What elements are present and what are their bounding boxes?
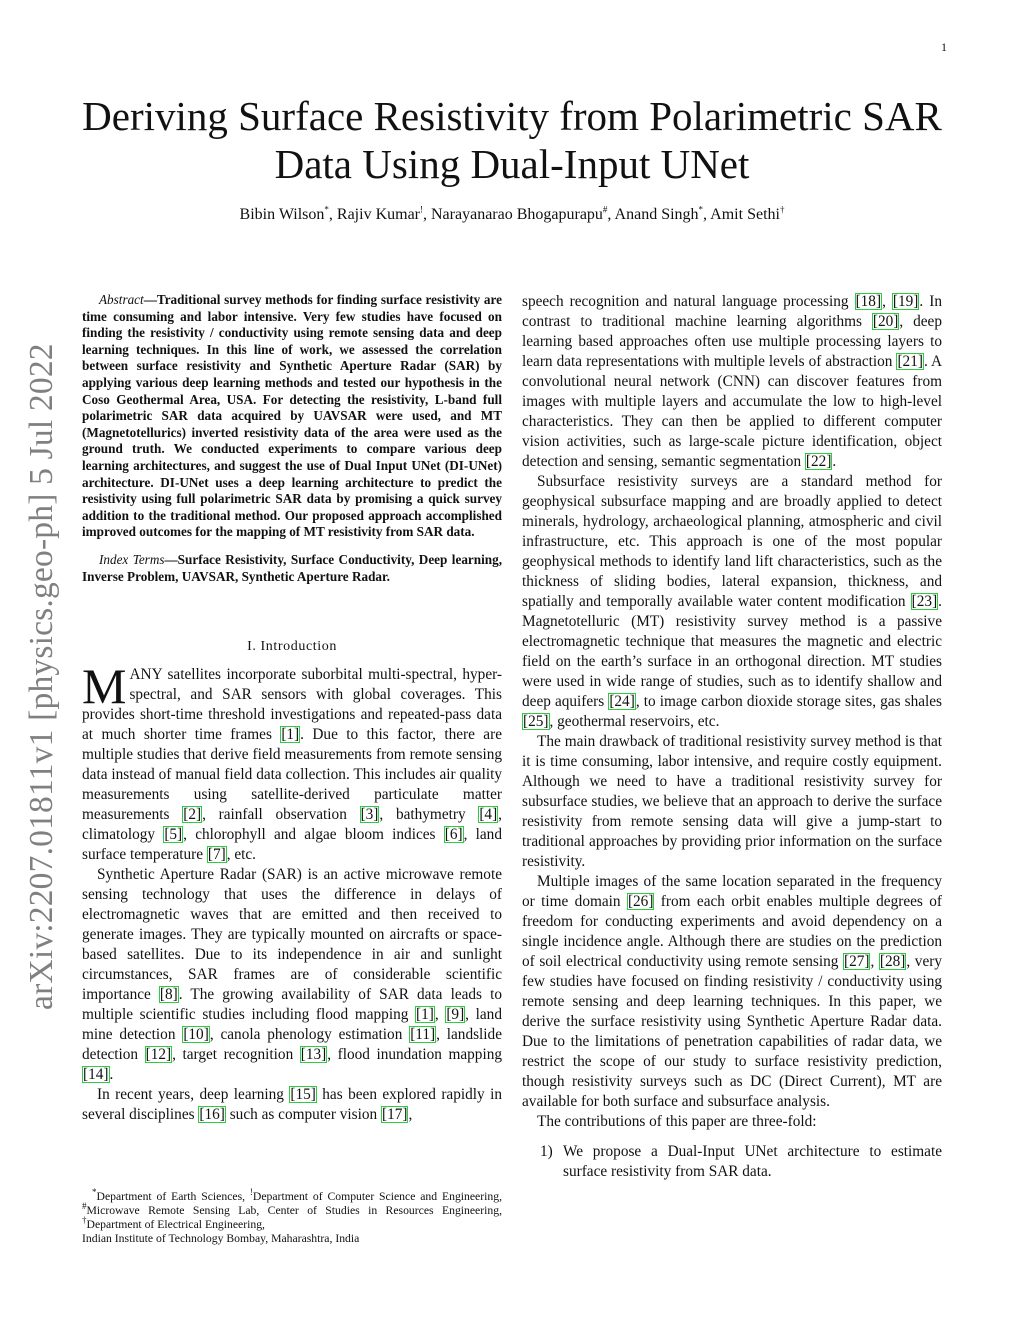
paragraph-text: . Magnetotelluric (MT) resistivity survey method is a passive electromagnetic technique that measures the magnetic and electric field on the earth’s surface in an orthogonal direction. MT studies were used in wide range of studies, such as to identify shallow and deep aquifers xyxy=(522,593,942,710)
paragraph-text: , geothermal reservoirs, etc. xyxy=(549,713,720,730)
citation-link[interactable]: [1] xyxy=(281,726,300,744)
paragraph-text: , canola phenology estimation xyxy=(209,1026,410,1044)
author-affiliation-mark: * xyxy=(324,204,329,215)
right-paragraph-1 xyxy=(522,292,942,472)
paragraph-text: from each orbit enables multiple degrees of freedom for conducting experiments and avoid dependency on a single incidence angle. Although there are studies on the prediction of soil electrical conductivity using remote sensing xyxy=(522,893,942,970)
paragraph-text: , land surface temperature xyxy=(82,826,502,864)
paragraph-text: , xyxy=(408,1106,413,1124)
citation-link[interactable]: [8] xyxy=(159,986,178,1004)
right-column xyxy=(522,292,942,1182)
paragraph-text: . In contrast to traditional machine learning algorithms xyxy=(522,293,942,330)
index-terms-text: —Surface Resistivity, Surface Conductivity, Deep learning, Inverse Problem, UAVSAR, Synthetic Aperture Radar. xyxy=(82,551,502,584)
page-number: 1 xyxy=(941,40,947,54)
footnote-address: Indian Institute of Technology Bombay, Maharashtra, India xyxy=(82,1232,360,1245)
affiliation-footnote xyxy=(82,1187,502,1246)
citation-link[interactable]: [15] xyxy=(290,1086,316,1104)
author-affiliation-mark: † xyxy=(779,204,785,215)
right-paragraph-5: The contributions of this paper are three-fold: xyxy=(537,1113,817,1130)
citation-link[interactable]: [14] xyxy=(83,1066,109,1084)
drop-cap: M xyxy=(82,658,127,715)
paragraph-text: , etc. xyxy=(226,846,257,864)
paragraph-text: , flood inundation mapping xyxy=(327,1046,502,1064)
paragraph-text: , target recognition xyxy=(172,1046,300,1064)
footnote-mark: * xyxy=(92,1187,97,1198)
citation-link[interactable]: [11] xyxy=(410,1026,436,1044)
citation-link[interactable]: [20] xyxy=(872,313,899,330)
section-heading-introduction: I. Introduction xyxy=(247,639,337,655)
abstract xyxy=(82,292,502,541)
paragraph-text: , climatology xyxy=(82,806,502,844)
citation-link[interactable]: [26] xyxy=(627,893,654,910)
list-item-text: We propose a Dual-Input UNet architecture to estimate surface resistivity from SAR data. xyxy=(563,1143,942,1180)
paragraph-text: , chlorophyll and algae bloom indices xyxy=(183,826,444,844)
paragraph-text: has been explored rapidly in several disciplines xyxy=(82,1086,502,1124)
author-affiliation-mark: # xyxy=(602,204,608,215)
intro-paragraph-2 xyxy=(82,865,502,1085)
citation-link[interactable]: [4] xyxy=(479,806,498,824)
paragraph-text: Subsurface resistivity surveys are a standard method for geophysical subsurface mapping and are broadly applied to detect minerals, hydrology, archaeological planning, atmospheric and civil infrastructure, etc. This approach is one of the most popular geophysical methods to identify land lift characteristics, such as the thickness of sliding bodies, lateral expansion, thickness, and spatially and temporally available water content modification xyxy=(522,473,942,610)
paragraph-text: , xyxy=(870,953,879,970)
right-paragraph-4 xyxy=(522,872,942,1112)
paragraph-text: . xyxy=(832,453,837,470)
paragraph-text: such as computer vision xyxy=(225,1106,381,1124)
author-name: Amit Sethi xyxy=(710,206,780,223)
paragraph-text: Synthetic Aperture Radar (SAR) is an active microwave remote sensing technology that uses the difference in delays of electromagnetic waves that are emitted and then received to generate images. They are typically mounted on aircrafts or space-based satellites. Due to its independence in air and sunlight circumstances, SAR frames are of considerable scientific importance xyxy=(82,866,502,1004)
index-terms-label: Index Terms xyxy=(99,551,165,567)
abstract-label: Abstract xyxy=(99,292,144,307)
footnote-text: Department of Electrical Engineering, xyxy=(86,1218,265,1231)
footnote-mark: ! xyxy=(249,1187,253,1198)
citation-link[interactable]: [27] xyxy=(843,953,870,970)
citation-link[interactable]: [6] xyxy=(444,826,463,844)
paragraph-text: ANY satellites incorporate suborbital multi-spectral, hyper-spectral, and SAR sensors with global coverages. This provides short-time threshold investigations and repeated-pass data at much shorter time frames xyxy=(82,666,502,744)
contribution-list xyxy=(522,1142,942,1182)
paragraph-text: , rainfall observation xyxy=(202,806,360,824)
paragraph-text: . The growing availability of SAR data leads to multiple scientific studies including flood mapping xyxy=(82,986,503,1024)
paragraph-text: , xyxy=(882,293,892,310)
author-affiliation-mark: * xyxy=(698,204,704,215)
citation-link[interactable]: [22] xyxy=(805,453,832,470)
footnote-mark: # xyxy=(82,1201,87,1212)
paragraph-text: , xyxy=(434,1006,446,1024)
abstract-text: —Traditional survey methods for finding surface resistivity are time consuming and labor intensive. Very few studies have focused on finding the resistivity / conductivity using remote sensing data and deep learning techniques. In this line of work, we assessed the correlation between surface resistivity and Synthetic Aperture Radar (SAR) by applying various deep learning methods and tested our hypothesis in the Coso Geothermal Area, USA. For detecting the resistivity, L-band full polarimetric SAR data acquired by UAVSAR were used, and MT (Magnetotellurics) inverted resistivity data of the area were used as the ground truth. We conducted experiments to compare various deep learning architectures, and suggest the use of Dual Input UNet (DI-UNet) architecture. DI-UNet uses a deep learning architecture to predict the resistivity using full polarimetric SAR data by promising a quick survey addition to the traditional method. Our proposed approach accomplished improved outcomes for the mapping of MT resistivity from SAR data. xyxy=(82,292,502,540)
right-paragraph-3: The main drawback of traditional resistivity survey method is that it is time consuming, labor intensive, and require costly equipment. Although we need to have a traditional resistivity survey for subsurface studies, we believe that an approach to derive the surface resistivity from remote sensing data will give a jump-start to traditional approaches by providing prior information on the surface resistivity. xyxy=(522,733,942,870)
citation-link[interactable]: [9] xyxy=(446,1006,465,1024)
right-paragraph-2 xyxy=(522,472,942,732)
paragraph-text: . A convolutional neural network (CNN) can discover features from images with multiple layers and accumulate the low to high-level characteristics. They can then be applied to different computer vision activities, such as large-scale picture identification, object detection and sensing, semantic segmentation xyxy=(522,353,942,470)
author-list: Bibin Wilson*, Rajiv Kumar!, Narayanarao Bhogapurapu#, Anand Singh*, Amit Sethi† xyxy=(239,204,785,223)
author-name: Anand Singh xyxy=(614,206,699,223)
author-affiliation-mark: ! xyxy=(420,204,423,215)
paragraph-text: In recent years, deep learning xyxy=(97,1086,290,1104)
paragraph-text: . Due to this factor, there are multiple studies that derive field measurements from remote sensing data instead of manual field data collection. This includes air quality measurements using satellite-derived particulate matter measurements xyxy=(82,726,502,824)
paragraph-text: , bathymetry xyxy=(379,806,479,824)
footnote-text: Department of Computer Science and Engineering, xyxy=(252,1190,502,1203)
citation-link[interactable]: [23] xyxy=(911,593,938,610)
list-item-number: 1) xyxy=(540,1143,553,1160)
paragraph-text: , land mine detection xyxy=(82,1006,502,1044)
citation-link[interactable]: [10] xyxy=(183,1026,209,1044)
citation-link[interactable]: [12] xyxy=(145,1046,172,1064)
footnote-text: Microwave Remote Sensing Lab, Center of Studies in Resources Engineering, xyxy=(86,1204,502,1217)
paragraph-text: . xyxy=(109,1066,114,1084)
citation-link[interactable]: [25] xyxy=(523,713,549,730)
list-item xyxy=(522,1142,942,1182)
paragraph-text: , deep learning based approaches often use multiple processing layers to learn data representations with multiple levels of abstraction xyxy=(522,313,942,370)
citation-link[interactable]: [17] xyxy=(381,1106,408,1124)
citation-link[interactable]: [21] xyxy=(897,353,923,370)
citation-link[interactable]: [18] xyxy=(855,293,882,310)
author-name: Narayanarao Bhogapurapu xyxy=(431,206,603,223)
paragraph-text: , to image carbon dioxide storage sites, gas shales xyxy=(635,693,942,710)
citation-link[interactable]: [3] xyxy=(360,806,379,824)
intro-paragraph-3 xyxy=(82,1085,502,1125)
citation-link[interactable]: [1] xyxy=(416,1006,434,1024)
index-terms xyxy=(82,552,502,585)
intro-paragraph-1 xyxy=(82,658,502,865)
paragraph-text: , landslide detection xyxy=(82,1026,502,1064)
citation-link[interactable]: [13] xyxy=(300,1046,327,1064)
citation-link[interactable]: [24] xyxy=(609,693,635,710)
citation-link[interactable]: [16] xyxy=(199,1106,225,1124)
citation-link[interactable]: [2] xyxy=(183,806,202,824)
author-name: Rajiv Kumar xyxy=(336,206,420,223)
left-column xyxy=(82,292,502,1125)
paper-title: Deriving Surface Resistivity from Polarimetric SAR Data Using Dual-Input UNet xyxy=(82,93,942,187)
citation-link[interactable]: [5] xyxy=(164,826,183,844)
author-name: Bibin Wilson xyxy=(239,206,325,223)
citation-link[interactable]: [7] xyxy=(207,846,226,864)
footnote-text: Department of Earth Sciences, xyxy=(96,1190,250,1203)
arxiv-identifier-stamp[interactable]: arXiv:2207.01811v1 [physics.geo-ph] 5 Jul 2022 xyxy=(23,343,60,1010)
footnote-mark: † xyxy=(82,1215,87,1226)
paragraph-text: Multiple images of the same location separated in the frequency or time domain xyxy=(522,873,942,910)
paragraph-text: speech recognition and natural language processing xyxy=(522,293,855,310)
paragraph-text: , very few studies have focused on finding resistivity / conductivity using remote sensing and deep learning techniques. In this paper, we derive the surface resistivity using Synthetic Aperture Radar data. Due to the limitations of penetration capabilities of radar data, we restrict the scope of our study to surface resistivity prediction, though resistivity surveys such as DC (Direct Current), MT are available for both surface and subsurface analysis. xyxy=(522,953,942,1110)
citation-link[interactable]: [19] xyxy=(892,293,919,310)
citation-link[interactable]: [28] xyxy=(879,953,906,970)
